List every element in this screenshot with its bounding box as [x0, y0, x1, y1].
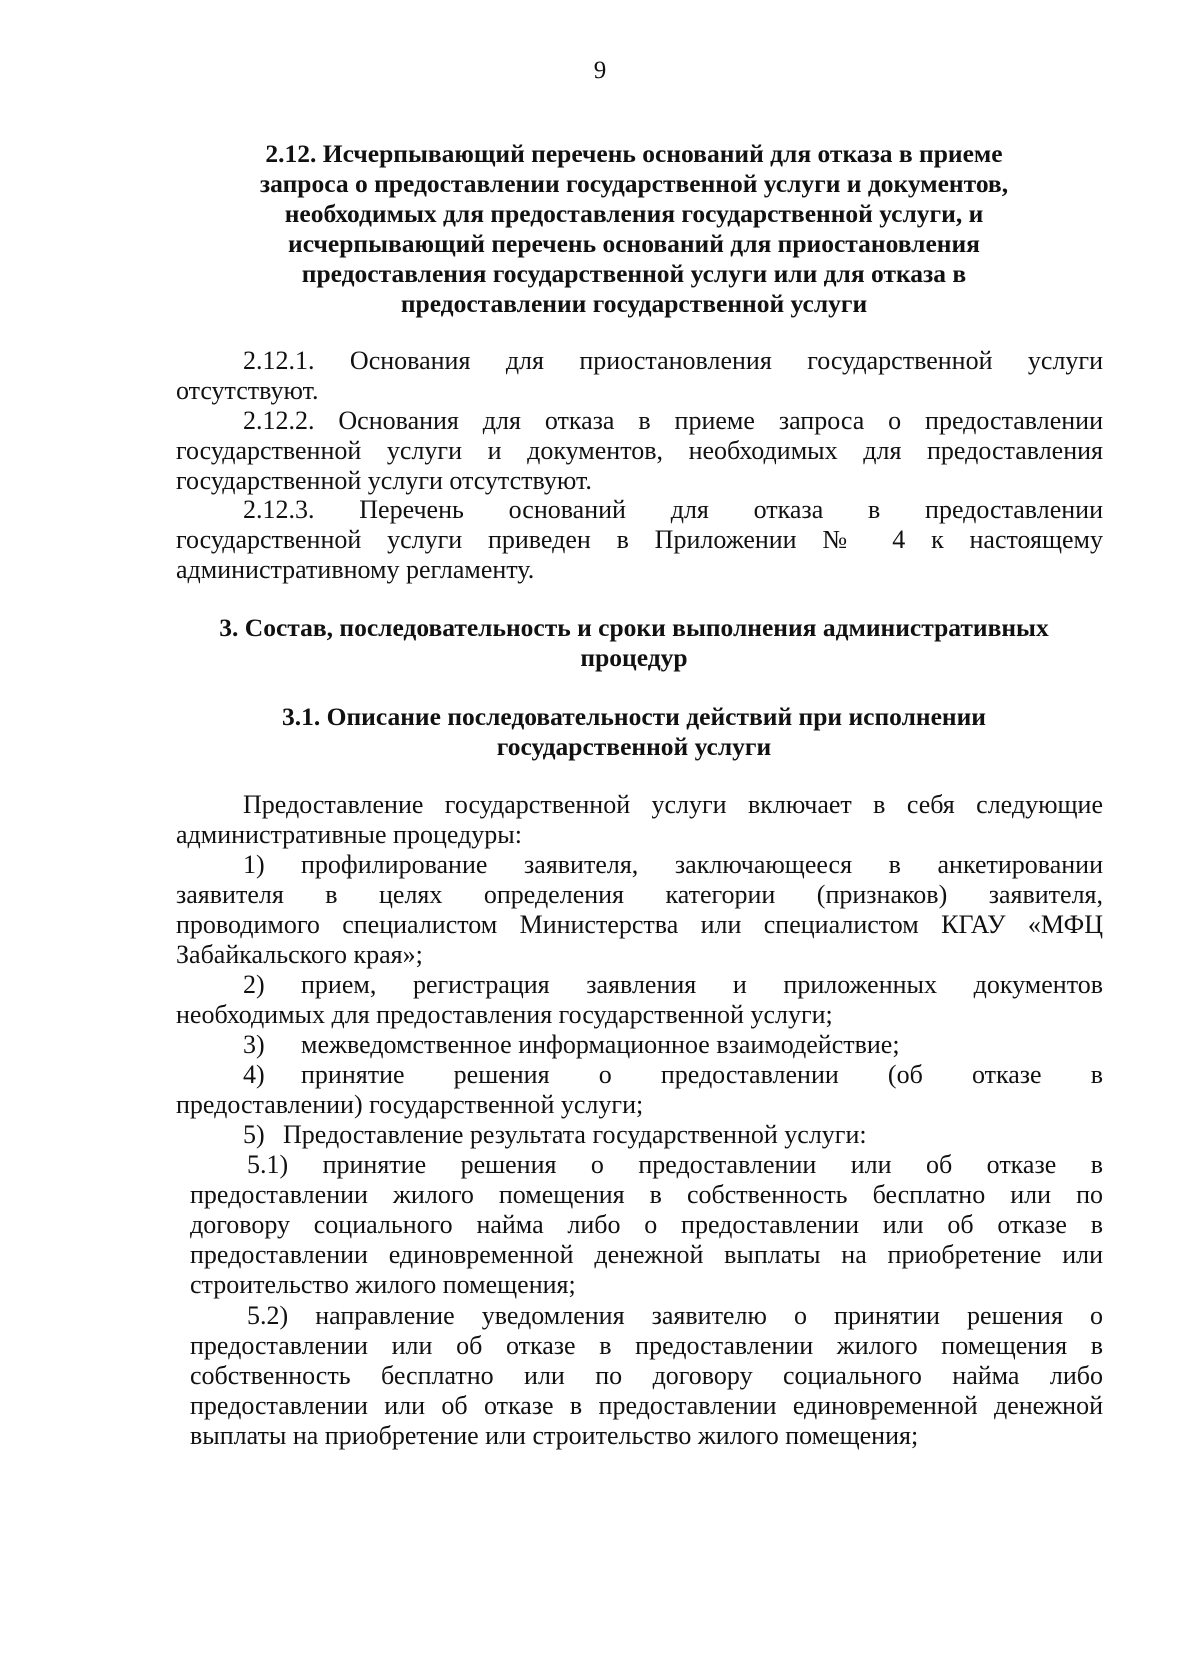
section-3-heading-line: 3. Состав, последовательность и сроки выполнения административных: [219, 613, 1049, 642]
list-item-5-1-line: строительство жилого помещения;: [190, 1270, 576, 1299]
list-item-1-line: Забайкальского края»;: [176, 940, 423, 969]
list-item-number: 4): [243, 1060, 265, 1089]
section-2-12-heading-line: исчерпывающий перечень оснований для приостановления: [288, 229, 980, 258]
paragraph-2-12-2-line: государственной услуги отсутствуют.: [176, 466, 592, 495]
section-3-1-heading-line: государственной услуги: [496, 732, 772, 761]
list-item-5-1-line: предоставлении единовременной денежной выплаты на приобретение или: [190, 1240, 1103, 1269]
list-item-5-1-line: предоставлении жилого помещения в собственность бесплатно или по: [190, 1180, 1103, 1209]
list-item-1-line: заявителя в целях определения категории (признаков) заявителя,: [176, 880, 1103, 909]
section-2-12-heading-line: необходимых для предоставления государственной услуги, и: [284, 199, 984, 228]
intro-line: административные процедуры:: [176, 820, 522, 849]
list-item-number: 5): [243, 1120, 265, 1149]
section-2-12-heading-line: предоставлении государственной услуги: [400, 289, 868, 318]
paragraph-2-12-2-line: государственной услуги и документов, необходимых для предоставления: [176, 436, 1103, 465]
list-item-number: 2): [243, 970, 265, 999]
list-item-1-line: проводимого специалистом Министерства или специалистом КГАУ «МФЦ: [176, 910, 1103, 939]
list-item-5-line: Предоставление результата государственной услуги:: [283, 1120, 867, 1149]
paragraph-2-12-1-line: отсутствуют.: [176, 376, 319, 405]
list-item-number: 3): [243, 1030, 265, 1059]
list-item-5-2-line: 5.2) направление уведомления заявителю о принятии решения о: [247, 1301, 1103, 1330]
paragraph-2-12-2-line: 2.12.2. Основания для отказа в приеме запроса о предоставлении: [243, 406, 1103, 435]
section-3-1-heading-line: 3.1. Описание последовательности действий при исполнении: [282, 702, 986, 731]
paragraph-2-12-1-line: 2.12.1. Основания для приостановления государственной услуги: [243, 346, 1103, 375]
list-item-1-line: профилирование заявителя, заключающееся в анкетировании: [301, 850, 1103, 879]
list-item-5-2-line: предоставлении или об отказе в предоставлении жилого помещения в: [190, 1331, 1103, 1360]
paragraph-2-12-3-line: административному регламенту.: [176, 555, 535, 584]
paragraph-2-12-3-line: 2.12.3. Перечень оснований для отказа в предоставлении: [243, 495, 1103, 524]
list-item-5-2-line: выплаты на приобретение или строительство жилого помещения;: [190, 1421, 919, 1450]
section-3-heading-line: процедур: [580, 643, 688, 672]
paragraph-2-12-3-line: государственной услуги приведен в Приложении № 4 к настоящему: [176, 525, 1103, 554]
intro-line: Предоставление государственной услуги включает в себя следующие: [243, 790, 1103, 819]
list-item-2-line: необходимых для предоставления государственной услуги;: [176, 1000, 833, 1029]
page-number: 9: [593, 57, 607, 84]
list-item-5-2-line: собственность бесплатно или по договору социального найма либо: [190, 1361, 1103, 1390]
list-item-5-1-line: 5.1) принятие решения о предоставлении или об отказе в: [247, 1150, 1103, 1179]
list-item-number: 1): [243, 850, 265, 879]
section-2-12-heading-line: 2.12. Исчерпывающий перечень оснований для отказа в приеме: [265, 139, 1003, 168]
list-item-3-line: межведомственное информационное взаимодействие;: [301, 1030, 900, 1059]
list-item-5-2-line: предоставлении или об отказе в предоставлении единовременной денежной: [190, 1391, 1103, 1420]
section-2-12-heading-line: запроса о предоставлении государственной услуги и документов,: [259, 169, 1009, 198]
list-item-4-line: принятие решения о предоставлении (об отказе в: [301, 1060, 1103, 1089]
list-item-2-line: прием, регистрация заявления и приложенных документов: [301, 970, 1103, 999]
section-2-12-heading-line: предоставления государственной услуги или для отказа в: [301, 259, 967, 288]
list-item-5-1-line: договору социального найма либо о предоставлении или об отказе в: [190, 1210, 1103, 1239]
list-item-4-line: предоставлении) государственной услуги;: [176, 1090, 644, 1119]
